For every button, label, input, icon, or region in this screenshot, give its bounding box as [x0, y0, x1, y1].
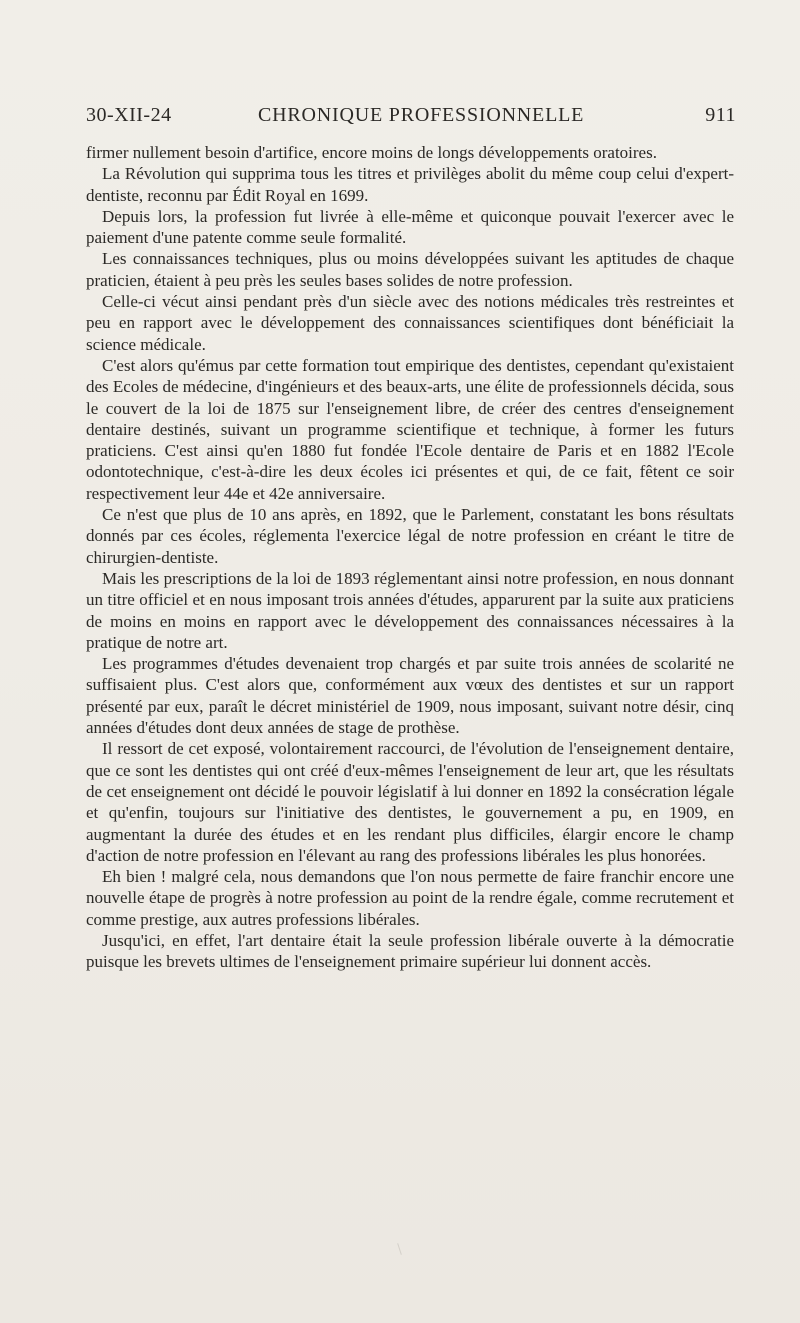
issue-date: 30-XII-24: [86, 104, 172, 126]
paragraph-parliament: Ce n'est que plus de 10 ans après, en 1892, que le Parlement, constatant les bons résultats donnés par ces écoles, réglementa l'exercice légal de notre profession en créant le titre de chirurgien-dentiste.: [86, 505, 734, 567]
article-body: [86, 142, 734, 973]
paragraph-technical-knowledge: Les connaissances techniques, plus ou moins développées suivant les aptitudes de chaque praticien, étaient à peu près les seules bases solides de notre profession.: [86, 249, 734, 290]
paragraph-continuation: firmer nullement besoin d'artifice, encore moins de longs développements oratoires.: [86, 143, 657, 162]
paragraph-democracy: Jusqu'ici, en effet, l'art dentaire était la seule profession libérale ouverte à la démocratie puisque les brevets ultimes de l'enseignement primaire supérieur lui donnent accès.: [86, 930, 734, 972]
paragraph-century: Celle-ci vécut ainsi pendant près d'un siècle avec des notions médicales très restreintes et peu en rapport avec le développement des connaissances scientifiques dont bénéficiait la science médicale.: [86, 292, 734, 354]
section-title: CHRONIQUE PROFESSIONNELLE: [258, 104, 585, 126]
paragraph-summary: Il ressort de cet exposé, volontairement raccourci, de l'évolution de l'enseignement dentaire, que ce sont les dentistes qui ont créé d'eux-mêmes l'enseignement de leur art, que les résultats de cet enseignement ont décidé le pouvoir législatif à lui donner en 1892 la consécration légale et qu'enfin, toujours sur l'initiative des dentistes, le gouvernement a pu, en 1909, en augmentant la durée des études et en les rendant plus difficiles, élargir encore le champ d'action de notre profession en l'élevant au rang des professions libérales les plus honorées.: [86, 739, 734, 865]
paper-mark: [397, 1243, 402, 1255]
paragraph-since-then: Depuis lors, la profession fut livrée à elle-même et quiconque pouvait l'exercer avec le paiement d'une patente comme seule formalité.: [86, 206, 734, 248]
paragraph-schools: C'est alors qu'émus par cette formation tout empirique des dentistes, cependant qu'existaient des Ecoles de médecine, d'ingénieurs et des beaux-arts, une élite de professionnels décida, sous le couvert de la loi de 1875 sur l'enseignement libre, de créer des centres d'enseignement dentaire destinés, suivant un programme scientifique et technique, à former les futurs praticiens. C'est ainsi qu'en 1880 fut fondée l'Ecole dentaire de Paris et en 1882 l'Ecole odontotechnique, c'est-à-dire les deux écoles ici présentes et qui, de ce fait, fêtent ce soir respectivement leur 44e et 42e anniversaire.: [86, 355, 734, 503]
paragraph-law-1893: Mais les prescriptions de la loi de 1893 réglementant ainsi notre profession, en nous donnant un titre officiel et en nous imposant trois années d'études, apparurent par la suite aux praticiens de moins en moins en rapport avec le développement des connaissances nécessaires à la pratique de notre art.: [86, 568, 734, 652]
page-header: [86, 104, 736, 134]
page-number: 911: [705, 104, 736, 126]
paragraph-programs: Les programmes d'études devenaient trop chargés et par suite trois années de scolarité ne suffisaient plus. C'est alors que, conformément aux vœux des dentistes et sur un rapport présenté par eux, paraît le décret ministériel de 1909, nous imposant, suivant notre désir, cinq années d'études dont deux années de stage de prothèse.: [86, 654, 734, 738]
paragraph-revolution: La Révolution qui supprima tous les titres et privilèges abolit du même coup celui d'expert-dentiste, reconnu par Édit Royal en 1699.: [86, 164, 734, 205]
paragraph-request: Eh bien ! malgré cela, nous demandons que l'on nous permette de faire franchir encore une nouvelle étape de progrès à notre profession au point de la rendre égale, comme recrutement et comme prestige, aux autres professions libérales.: [86, 867, 734, 929]
